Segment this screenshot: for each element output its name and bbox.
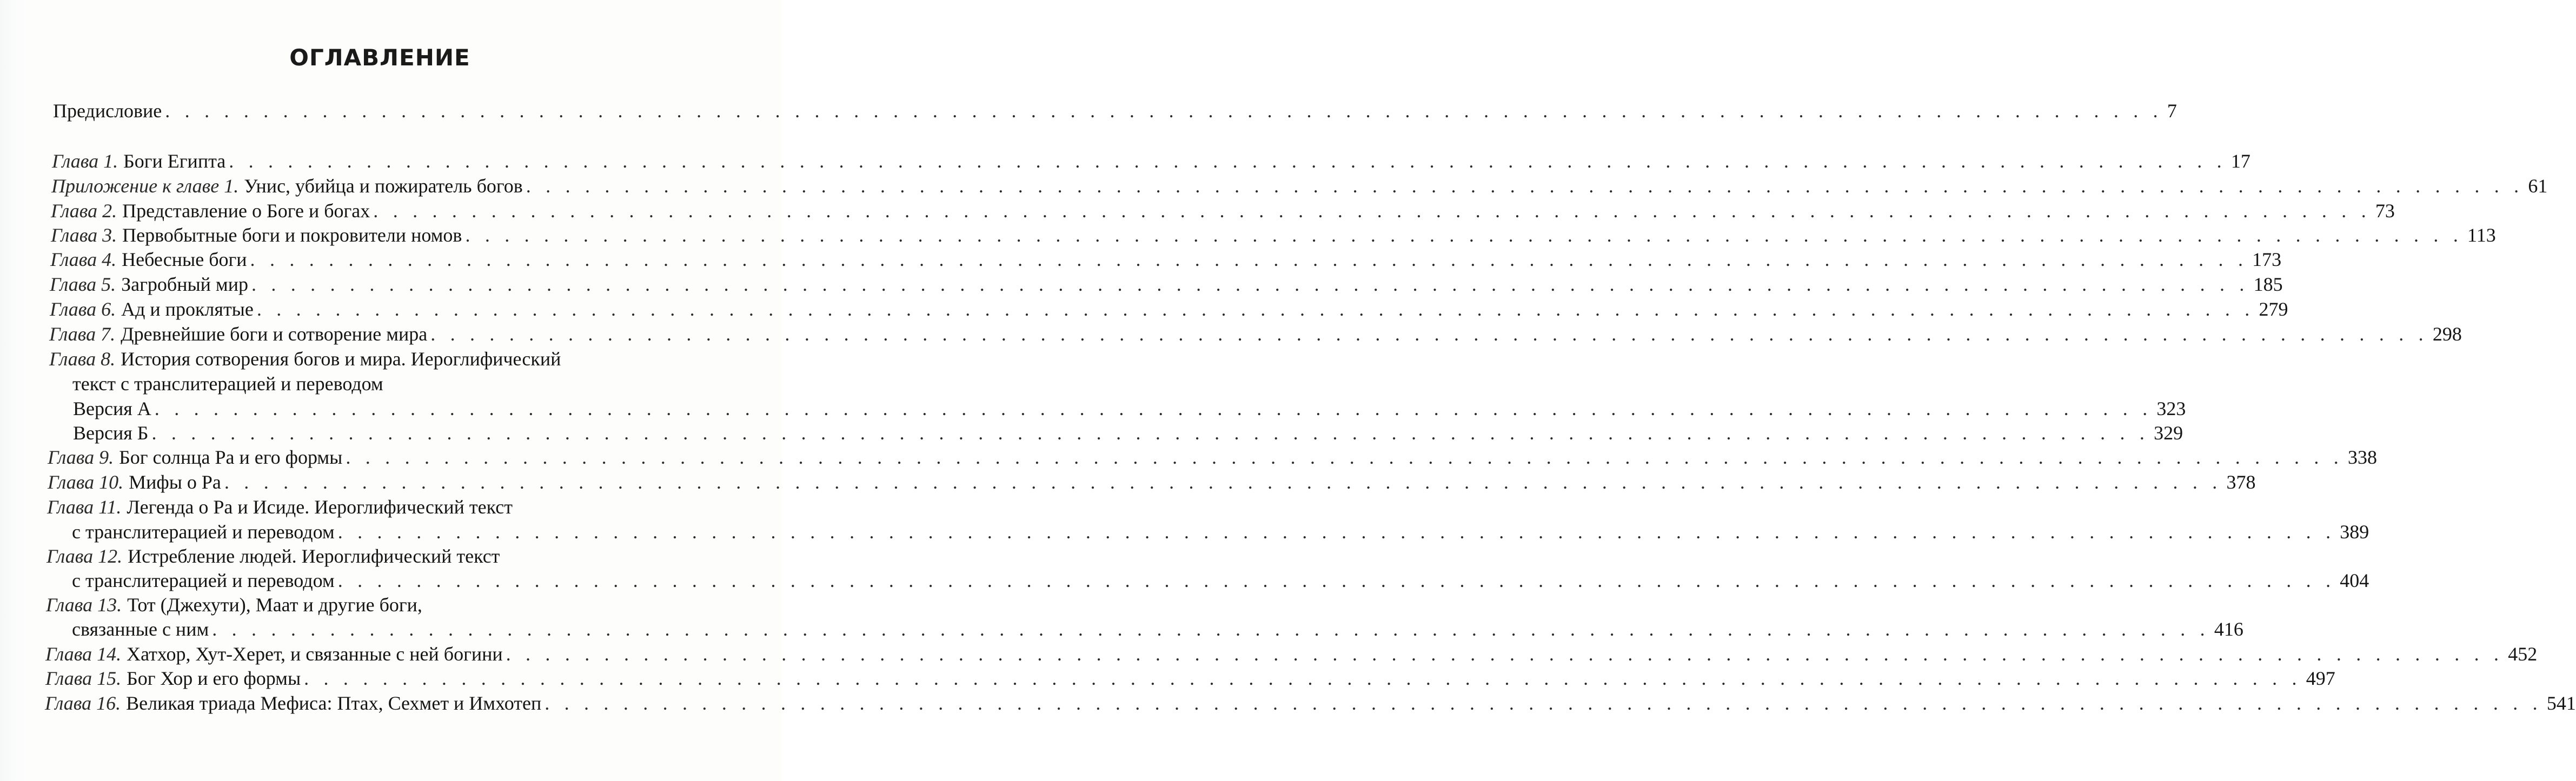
toc-entry[interactable] bbox=[48, 470, 2256, 494]
entry-text: Древнейшие боги и сотворение мира bbox=[121, 323, 428, 345]
page-number: 279 bbox=[2259, 298, 2288, 320]
entry-text: Истребление людей. Иероглифический текст bbox=[128, 545, 500, 567]
page-number: 298 bbox=[2432, 323, 2462, 345]
entry-text: Бог Хор и его формы bbox=[127, 667, 301, 689]
page-number: 73 bbox=[2375, 200, 2395, 222]
entry-text: Бог солнца Ра и его формы bbox=[119, 446, 343, 468]
page-number: 17 bbox=[2230, 150, 2250, 172]
dot-leader: . . . . . . . . . . . . . . . . . . . . . . . . . . . . . . . . . . . . . . . . . . . . . . . . . . . . . . . . . . . . . . . . . . . . . . . . . . . . . . . . . . . . . . . . . . . . . . . . . . . . . . bbox=[251, 273, 2249, 295]
toc-entry[interactable] bbox=[45, 642, 2538, 666]
page-number: 329 bbox=[2154, 422, 2183, 444]
entry-text: Тот (Джехути), Маат и другие боги, bbox=[127, 594, 422, 616]
page-number: 452 bbox=[2508, 643, 2538, 665]
page-number: 338 bbox=[2347, 446, 2377, 468]
entry-text: Великая триада Мефиса: Птах, Сехмет и Имхотеп bbox=[126, 692, 542, 714]
toc-entry-continuation[interactable] bbox=[72, 617, 2243, 641]
entry-text: Боги Египта bbox=[123, 150, 226, 172]
entry-text: Версия А bbox=[73, 398, 151, 419]
dot-leader: . . . . . . . . . . . . . . . . . . . . . . . . . . . . . . . . . . . . . . . . . . . . . . . . . . . . . . . . . . . . . . . . . . . . . . . . . . . . . . . . . . . . . . . . . . . . . . . . . . . . . . bbox=[250, 249, 2248, 270]
page-number: 185 bbox=[2253, 273, 2283, 295]
entry-text: с транслитерацией и переводом bbox=[72, 521, 335, 543]
entry-text: Небесные боги bbox=[122, 249, 247, 270]
chapter-label: Глава 5. bbox=[50, 273, 116, 295]
chapter-label: Глава 8. bbox=[49, 348, 116, 370]
page-number: 323 bbox=[2156, 398, 2186, 419]
toc-entry[interactable] bbox=[50, 272, 2283, 296]
toc-entry[interactable] bbox=[47, 544, 706, 568]
toc-entry[interactable] bbox=[45, 691, 2576, 715]
toc-entry[interactable] bbox=[47, 495, 707, 519]
toc-subentry[interactable] bbox=[73, 421, 2183, 445]
toc-entry[interactable] bbox=[51, 174, 2548, 198]
toc-entry[interactable] bbox=[50, 297, 2288, 321]
page-number: 541 bbox=[2546, 692, 2576, 714]
page-number: 497 bbox=[2306, 667, 2335, 689]
toc-entry[interactable] bbox=[48, 445, 2377, 469]
entry-text: Загробный мир bbox=[121, 273, 248, 295]
toc-entry-continuation bbox=[72, 372, 708, 396]
chapter-label: Глава 13. bbox=[46, 594, 122, 616]
page-number: 7 bbox=[2167, 100, 2177, 122]
chapter-label: Глава 1. bbox=[52, 150, 118, 172]
toc-entry[interactable] bbox=[50, 248, 2282, 271]
chapter-label: Глава 9. bbox=[48, 446, 114, 468]
page-number: 113 bbox=[2467, 224, 2496, 246]
entry-text: Легенда о Ра и Исиде. Иероглифический текст bbox=[127, 496, 513, 518]
toc-entry-continuation[interactable] bbox=[72, 520, 2369, 544]
entry-text: текст с транслитерацией и переводом bbox=[72, 373, 383, 395]
page-number: 404 bbox=[2340, 570, 2369, 591]
entry-text: Представление о Боге и богах bbox=[122, 200, 370, 222]
toc-title: ОГЛАВЛЕНИЕ bbox=[289, 44, 470, 71]
page-number: 378 bbox=[2226, 471, 2256, 493]
toc-entry[interactable] bbox=[49, 347, 708, 371]
page-number: 61 bbox=[2528, 175, 2548, 197]
page-number: 173 bbox=[2252, 249, 2282, 270]
entry-text: Версия Б bbox=[73, 422, 149, 444]
dot-leader: . . . . . . . . . . . . . . . . . . . . . . . . . . . . . . . . . . . . . . . . . . . . . . . . . . . . . . . . . . . . . . . . . . . . . . . . . . . . . . . . . . . . . . . . . . . . . . . . . . . . . . bbox=[337, 521, 2336, 543]
toc-entry[interactable] bbox=[45, 666, 2335, 690]
dot-leader: . . . . . . . . . . . . . . . . . . . . . . . . . . . . . . . . . . . . . . . . . . . . . . . . . . . . . . . . . . . . . . . . . . . . . . . . . . . . . . . . . . . . . . . . . . . . . . . . . . . . . . bbox=[430, 323, 2428, 345]
entry-text: Предисловие bbox=[53, 100, 162, 122]
entry-text: Ад и проклятые bbox=[121, 298, 254, 320]
dot-leader: . . . . . . . . . . . . . . . . . . . . . . . . . . . . . . . . . . . . . . . . . . . . . . . . . . . . . . . . . . . . . . . . . . . . . . . . . . . . . . . . . . . . . . . . . . . . . . . . . . . . . . bbox=[256, 298, 2255, 320]
dot-leader: . . . . . . . . . . . . . . . . . . . . . . . . . . . . . . . . . . . . . . . . . . . . . . . . . . . . . . . . . . . . . . . . . . . . . . . . . . . . . . . . . . . . . . . . . . . . . . . . . . . . . . bbox=[545, 692, 2542, 714]
chapter-label: Приложение к главе 1. bbox=[51, 175, 239, 197]
toc-entry-continuation[interactable] bbox=[72, 569, 2369, 592]
dot-leader: . . . . . . . . . . . . . . . . . . . . . . . . . . . . . . . . . . . . . . . . . . . . . . . . . . . . . . . . . . . . . . . . . . . . . . . . . . . . . . . . . . . . . . . . . . . . . . . . . . . . . . bbox=[229, 150, 2227, 172]
chapter-label: Глава 2. bbox=[51, 200, 117, 222]
chapter-label: Глава 10. bbox=[48, 471, 124, 493]
toc-entry[interactable] bbox=[51, 199, 2395, 223]
chapter-label: Глава 3. bbox=[51, 224, 117, 246]
toc-entry[interactable] bbox=[51, 223, 2496, 247]
toc-entry[interactable] bbox=[52, 149, 2250, 173]
entry-text: Хатхор, Хут-Херет, и связанные с ней богини bbox=[127, 643, 503, 665]
dot-leader: . . . . . . . . . . . . . . . . . . . . . . . . . . . . . . . . . . . . . . . . . . . . . . . . . . . . . . . . . . . . . . . . . . . . . . . . . . . . . . . . . . . . . . . . . . . . . . . . . . . . . . bbox=[506, 643, 2504, 665]
chapter-label: Глава 15. bbox=[45, 667, 122, 689]
page-number: 389 bbox=[2340, 521, 2369, 543]
page-number: 416 bbox=[2214, 618, 2243, 640]
dot-leader: . . . . . . . . . . . . . . . . . . . . . . . . . . . . . . . . . . . . . . . . . . . . . . . . . . . . . . . . . . . . . . . . . . . . . . . . . . . . . . . . . . . . . . . . . . . . . . . . . . . . . . bbox=[224, 471, 2222, 493]
dot-leader: . . . . . . . . . . . . . . . . . . . . . . . . . . . . . . . . . . . . . . . . . . . . . . . . . . . . . . . . . . . . . . . . . . . . . . . . . . . . . . . . . . . . . . . . . . . . . . . . . . . . . . bbox=[151, 422, 2150, 444]
toc-entry[interactable] bbox=[46, 593, 706, 617]
dot-leader: . . . . . . . . . . . . . . . . . . . . . . . . . . . . . . . . . . . . . . . . . . . . . . . . . . . . . . . . . . . . . . . . . . . . . . . . . . . . . . . . . . . . . . . . . . . . . . . . . . . . . . bbox=[526, 175, 2524, 197]
dot-leader: . . . . . . . . . . . . . . . . . . . . . . . . . . . . . . . . . . . . . . . . . . . . . . . . . . . . . . . . . . . . . . . . . . . . . . . . . . . . . . . . . . . . . . . . . . . . . . . . . . . . . . bbox=[465, 224, 2464, 246]
entry-text: Мифы о Ра bbox=[129, 471, 221, 493]
chapter-label: Глава 14. bbox=[45, 643, 122, 665]
chapter-label: Глава 12. bbox=[47, 545, 123, 567]
toc-entry-preface[interactable] bbox=[53, 99, 2177, 123]
chapter-label: Глава 6. bbox=[50, 298, 116, 320]
entry-text: с транслитерацией и переводом bbox=[72, 570, 335, 591]
dot-leader: . . . . . . . . . . . . . . . . . . . . . . . . . . . . . . . . . . . . . . . . . . . . . . . . . . . . . . . . . . . . . . . . . . . . . . . . . . . . . . . . . . . . . . . . . . . . . . . . . . . . . . bbox=[304, 667, 2302, 689]
toc-entry[interactable] bbox=[49, 322, 2462, 346]
entry-text: связанные с ним bbox=[72, 618, 209, 640]
chapter-label: Глава 16. bbox=[45, 692, 121, 714]
dot-leader: . . . . . . . . . . . . . . . . . . . . . . . . . . . . . . . . . . . . . . . . . . . . . . . . . . . . . . . . . . . . . . . . . . . . . . . . . . . . . . . . . . . . . . . . . . . . . . . . . . . . . . bbox=[154, 398, 2153, 419]
dot-leader: . . . . . . . . . . . . . . . . . . . . . . . . . . . . . . . . . . . . . . . . . . . . . . . . . . . . . . . . . . . . . . . . . . . . . . . . . . . . . . . . . . . . . . . . . . . . . . . . . . . . . . bbox=[346, 446, 2343, 468]
entry-text: Первобытные боги и покровители номов bbox=[122, 224, 462, 246]
entry-text: История сотворения богов и мира. Иероглифический bbox=[121, 348, 561, 370]
chapter-label: Глава 7. bbox=[49, 323, 116, 345]
chapter-label: Глава 11. bbox=[47, 496, 122, 518]
dot-leader: . . . . . . . . . . . . . . . . . . . . . . . . . . . . . . . . . . . . . . . . . . . . . . . . . . . . . . . . . . . . . . . . . . . . . . . . . . . . . . . . . . . . . . . . . . . . . . . . . . . . . . bbox=[212, 618, 2210, 640]
chapter-label: Глава 4. bbox=[50, 249, 117, 270]
dot-leader: . . . . . . . . . . . . . . . . . . . . . . . . . . . . . . . . . . . . . . . . . . . . . . . . . . . . . . . . . . . . . . . . . . . . . . . . . . . . . . . . . . . . . . . . . . . . . . . . . . . . . . bbox=[373, 200, 2371, 222]
entry-text: Унис, убийца и пожиратель богов bbox=[244, 175, 523, 197]
toc-subentry[interactable] bbox=[73, 397, 2186, 420]
dot-leader: . . . . . . . . . . . . . . . . . . . . . . . . . . . . . . . . . . . . . . . . . . . . . . . . . . . . . . . . . . . . . . . . . . . . . . . . . . . . . . . . . . . . . . . . . . . . . . . . . . . . . . bbox=[337, 570, 2336, 591]
dot-leader: . . . . . . . . . . . . . . . . . . . . . . . . . . . . . . . . . . . . . . . . . . . . . . . . . . . . . . . . . . . . . . . . . . . . . . . . . . . . . . . . . . . . . . . . . . . . . . . . . . . . . . bbox=[165, 100, 2163, 122]
